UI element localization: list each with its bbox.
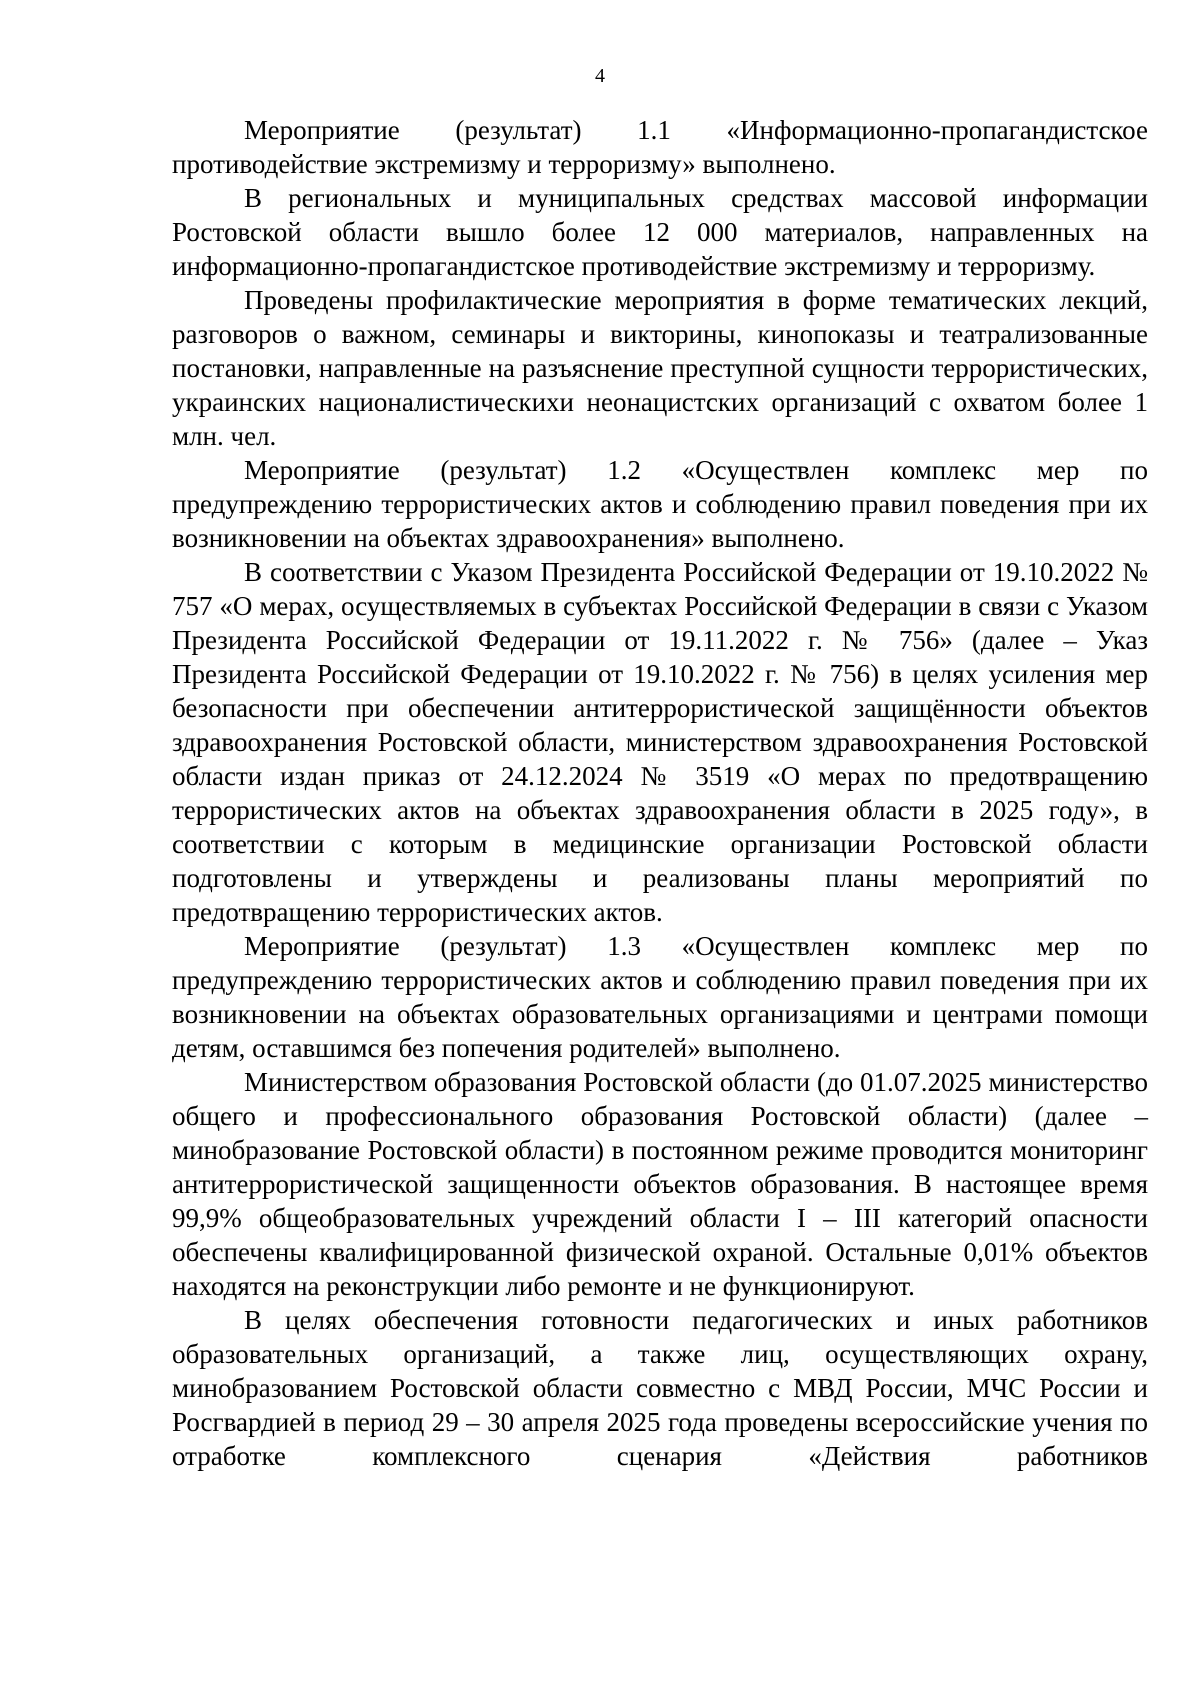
paragraph-media-materials: В региональных и муниципальных средствах массовой информации Ростовской области вышло более 12 000 материалов, направленных на информационно-пропагандистское противодействие экстремизму и терроризму.: [172, 183, 1148, 281]
document-body: [172, 113, 1148, 1473]
paragraph-presidential-decree: В соответствии с Указом Президента Российской Федерации от 19.10.2022 № 757 «О мерах, осуществляемых в субъектах Российской Федерации в связи с Указом Президента Российской Федерации от 19.11.2022 г. № 756» (далее – Указ Президента Российской Федерации от 19.10.2022 г. № 756) в целях усиления мер безопасности при обеспечении антитеррористической защищённости объектов здравоохранения Ростовской области, министерством здравоохранения Ростовской области издан приказ от 24.12.2024 № 3519 «О мерах по предотвращению террористических актов на объектах здравоохранения области в 2025 году», в соответствии с которым в медицинские организации Ростовской области подготовлены и утверждены и реализованы планы мероприятий по предотвращению террористических актов.: [172, 557, 1148, 927]
paragraph-measure-1-3: Мероприятие (результат) 1.3 «Осуществлен комплекс мер по предупреждению террористических актов и соблюдению правил поведения при их возникновении на объектах образовательных организациями и центрами помощи детям, оставшимся без попечения родителей» выполнено.: [172, 931, 1148, 1063]
paragraph-education-ministry-monitoring: Министерством образования Ростовской области (до 01.07.2025 министерство общего и профессионального образования Ростовской области) (далее – минобразование Ростовской области) в постоянном режиме проводится мониторинг антитеррористической защищенности объектов образования. В настоящее время 99,9% общеобразовательных учреждений области I – III категорий опасности обеспечены квалифицированной физической охраной. Остальные 0,01% объектов находятся на реконструкции либо ремонте и не функционируют.: [172, 1067, 1148, 1301]
paragraph-exercises: В целях обеспечения готовности педагогических и иных работников образовательных организаций, а также лиц, осуществляющих охрану, минобразованием Ростовской области совместно с МВД России, МЧС России и Росгвардией в период 29 – 30 апреля 2025 года проведены всероссийские учения по отработке комплексного сценария «Действия работников: [172, 1305, 1148, 1471]
paragraph-measure-1-2: Мероприятие (результат) 1.2 «Осуществлен комплекс мер по предупреждению террористических актов и соблюдению правил поведения при их возникновении на объектах здравоохранения» выполнено.: [172, 455, 1148, 553]
paragraph-preventive-events: Проведены профилактические мероприятия в форме тематических лекций, разговоров о важном, семинары и викторины, кинопоказы и театрализованные постановки, направленные на разъяснение преступной сущности террористических, украинских националистическихи неонацистских организаций с охватом более 1 млн. чел.: [172, 285, 1148, 451]
page-number: 4: [595, 65, 605, 87]
paragraph-measure-1-1: Мероприятие (результат) 1.1 «Информационно-пропагандистское противодействие экстремизму и терроризму» выполнено.: [172, 115, 1148, 179]
